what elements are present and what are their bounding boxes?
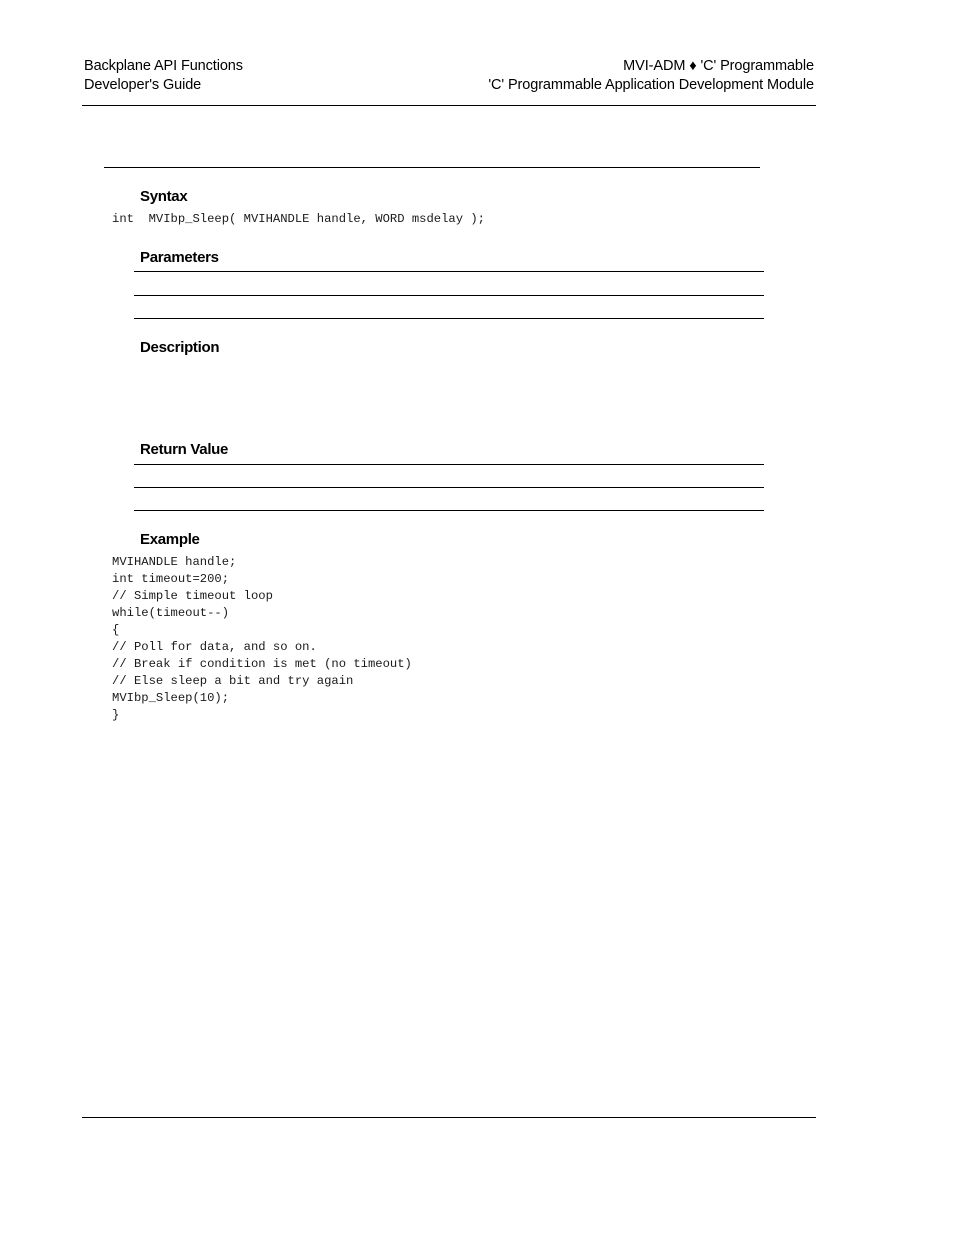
code-line: // Else sleep a bit and try again bbox=[112, 674, 354, 688]
parameters-table-row-rule bbox=[134, 295, 764, 296]
footer-divider bbox=[82, 1117, 816, 1118]
parameters-table-top-rule bbox=[134, 271, 764, 272]
example-code-block bbox=[112, 554, 412, 724]
return-value-table-bottom-rule bbox=[134, 510, 764, 511]
code-line: // Break if condition is met (no timeout) bbox=[112, 657, 412, 671]
return-value-heading: Return Value bbox=[140, 441, 229, 458]
parameters-table-bottom-rule bbox=[134, 318, 764, 319]
description-heading: Description bbox=[140, 339, 220, 356]
header-product-name: MVI-ADM ♦ 'C' Programmable bbox=[623, 58, 814, 74]
syntax-heading: Syntax bbox=[140, 188, 188, 205]
code-line: MVIbp_Sleep(10); bbox=[112, 691, 230, 705]
parameters-heading: Parameters bbox=[140, 249, 219, 266]
code-line: int timeout=200; bbox=[112, 572, 230, 586]
code-line: } bbox=[112, 708, 120, 722]
syntax-code: int MVIbp_Sleep( MVIHANDLE handle, WORD msdelay ); bbox=[112, 212, 485, 226]
code-line: { bbox=[112, 623, 120, 637]
example-heading: Example bbox=[140, 531, 200, 548]
return-value-table-row-rule bbox=[134, 487, 764, 488]
code-line: while(timeout--) bbox=[112, 606, 230, 620]
code-line: // Poll for data, and so on. bbox=[112, 640, 317, 654]
running-header-right bbox=[488, 57, 814, 95]
header-doc-section: Backplane API Functions bbox=[84, 58, 243, 74]
section-divider bbox=[104, 167, 760, 168]
code-line: MVIHANDLE handle; bbox=[112, 555, 237, 569]
header-product-description: 'C' Programmable Application Development Module bbox=[488, 77, 814, 93]
return-value-table-top-rule bbox=[134, 464, 764, 465]
header-divider bbox=[82, 105, 816, 106]
running-header-left bbox=[84, 57, 243, 95]
code-line: // Simple timeout loop bbox=[112, 589, 273, 603]
header-doc-title: Developer's Guide bbox=[84, 77, 202, 93]
